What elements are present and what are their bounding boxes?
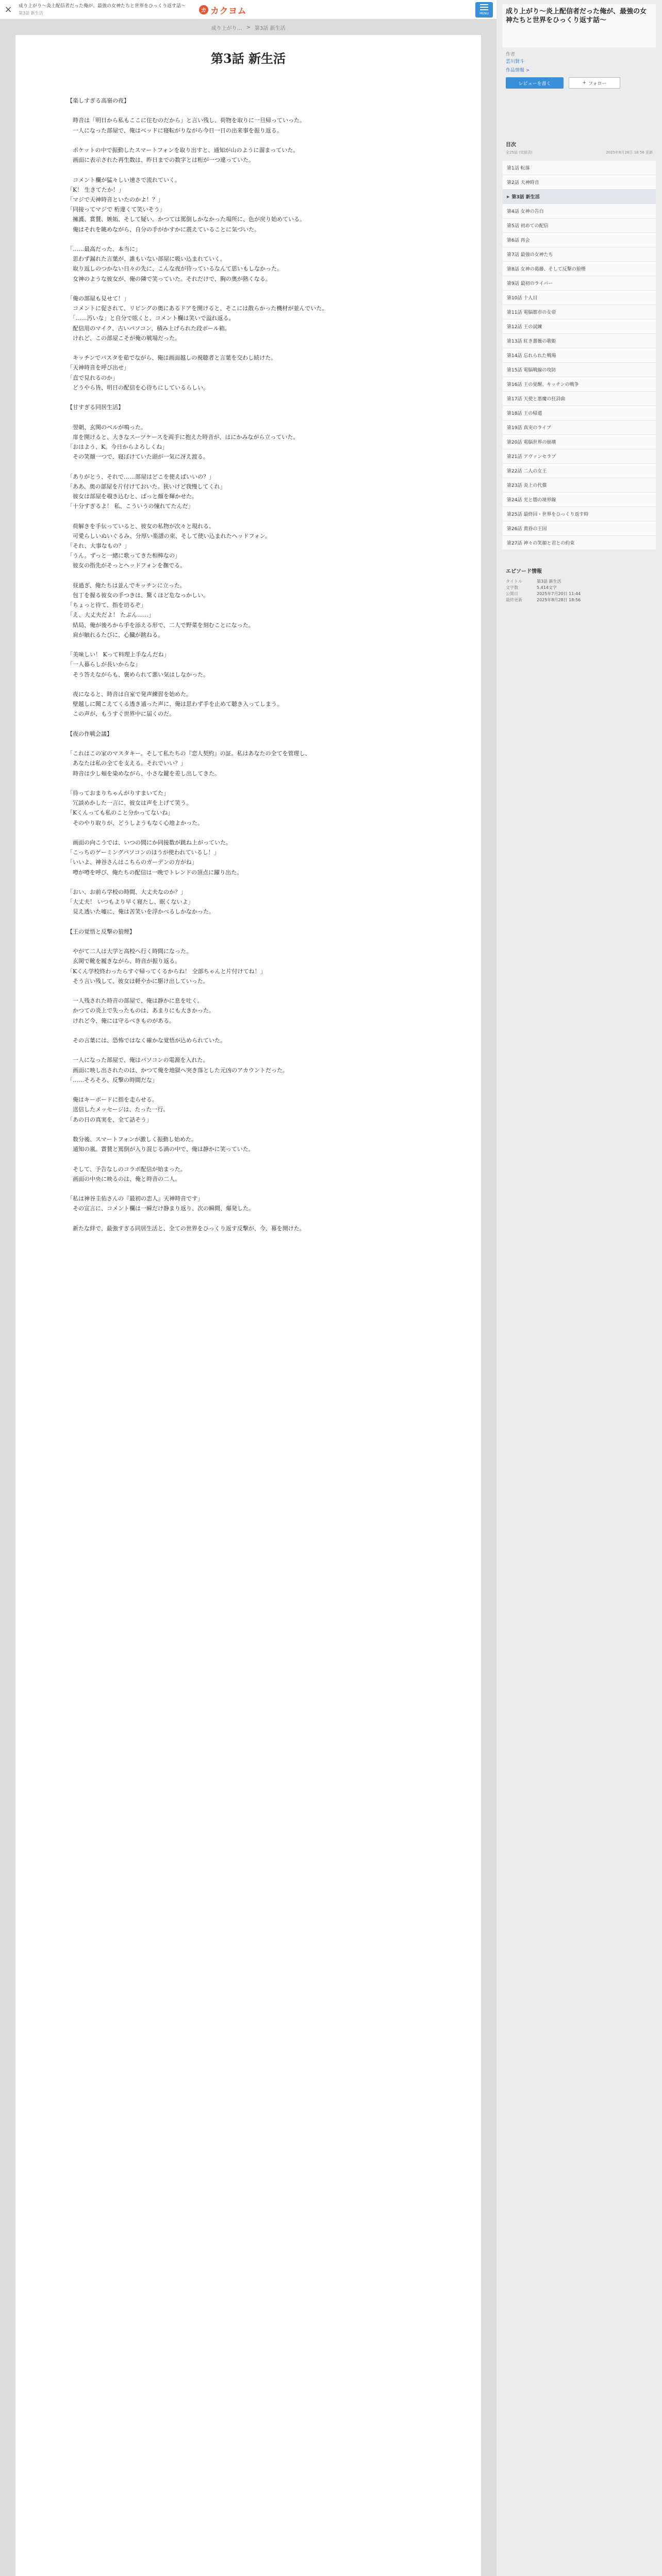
breadcrumb-work-link[interactable]: 成り上がり… [211, 25, 242, 31]
toc-item[interactable] [503, 536, 656, 550]
toc-meta [503, 150, 656, 155]
breadcrumb-separator: > [246, 24, 251, 30]
episode-paragraph [67, 1125, 429, 1134]
hamburger-icon-bar [480, 4, 488, 5]
episode-paragraph: 包丁を握る彼女の手つきは、驚くほど危なっかしい。 [67, 591, 209, 599]
toc-item-label: 第3話 新生活 [511, 195, 540, 200]
episode-paragraph: 【甘すぎる同居生活】 [67, 404, 124, 411]
toc-item[interactable] [503, 218, 656, 233]
episode-paragraph: 壁越しに聞こえてくる透き通った声に、俺は思わず手を止めて聴き入ってしまう。 [67, 701, 283, 708]
toc-episode-count: 全25話 (完結済) [506, 150, 533, 155]
episode-paragraph: 俺はそれを眺めながら、自分の手がかすかに震えていることに気づいた。 [67, 226, 260, 233]
episode-paragraph: 「同接ってマジで 桁違くて笑いそう」 [67, 206, 166, 213]
episode-paragraph: 「一人暮らしが長いからな」 [67, 661, 141, 668]
episode-paragraph: 「待っておまりちゃんがりすまいてた」 [67, 789, 169, 796]
toc-item[interactable] [503, 190, 656, 204]
follow-button-label: フォロー [588, 81, 607, 87]
author-label: 作者 [506, 52, 516, 57]
toc-item[interactable] [503, 493, 656, 507]
toc-item-label: 第4話 女神の告白 [507, 209, 544, 214]
episode-paragraph [67, 1214, 429, 1224]
episode-paragraph: その宣言に、コメント欄は一瞬だけ静まり返り、次の瞬間、爆発した。 [67, 1205, 254, 1212]
episode-paragraph [67, 739, 429, 749]
breadcrumb-episode-link[interactable]: 第3話 新生活 [254, 25, 286, 31]
episode-info-row [503, 591, 656, 597]
episode-paragraph [67, 640, 429, 650]
episode-info-value: 2025年7月20日 11:44 [537, 591, 581, 596]
episode-info-heading: エピソード情報 [506, 569, 542, 574]
toc-item[interactable] [503, 435, 656, 449]
toc-item-label: 第1話 転落 [507, 166, 530, 171]
episode-paragraph [67, 828, 429, 838]
toc-item[interactable] [503, 305, 656, 319]
episode-paragraph: 夜になると、時音は自室で発声練習を始めた。 [67, 690, 192, 698]
toc-header [503, 140, 656, 161]
episode-info-row [503, 597, 656, 603]
episode-paragraph [67, 1154, 429, 1164]
episode-paragraph: 一人残された時音の部屋で、俺は静かに息を吐く。 [67, 997, 203, 1005]
toc-item[interactable] [503, 319, 656, 334]
episode-info-row [503, 585, 656, 591]
episode-paragraph: 「え、大丈夫だよ！ たぶん……」 [67, 612, 155, 619]
episode-paragraph: 「おい、お前ら学校の時間、大丈夫なのか？」 [67, 888, 186, 895]
toc-item[interactable] [503, 449, 656, 464]
menu-label: MENU [479, 12, 489, 15]
episode-paragraph: そして、予告なしのコラボ配信が始まった。 [67, 1165, 186, 1173]
episode-paragraph: 思わず漏れた言葉が、誰もいない部屋に吸い込まれていく。 [67, 256, 226, 263]
episode-paragraph [67, 1184, 429, 1194]
episode-paragraph [67, 917, 429, 927]
sidebar-work-title[interactable]: 成り上がり〜炎上配信者だった俺が、最強の女神たちと世界をひっくり返す話〜 [506, 8, 647, 24]
episode-paragraph: 「……汚いな」と自分で呟くと、コメント欄は笑いで溢れ返る。 [67, 315, 235, 322]
episode-paragraph: 通知の嵐。賞賛と罵倒が入り混じる渦の中で、俺は静かに笑っていた。 [67, 1146, 254, 1153]
episode-paragraph: 配信用のマイク、古いパソコン、積み上げられた段ボール箱。 [67, 325, 230, 332]
episode-paragraph [67, 937, 429, 946]
episode-paragraph: 【王の覚悟と反撃の狼煙】 [67, 928, 135, 935]
toc-item-label: 第21話 アヴァンセラブ [507, 454, 556, 460]
toc-item-label: 第11話 電脳都市の女帝 [507, 310, 556, 315]
logo-text: カクヨム [210, 6, 246, 16]
episode-paragraph [67, 106, 429, 115]
toc-item-label: 第27話 神々の笑顔と君との約束 [507, 541, 575, 546]
episode-paragraph: 噂が噂を呼び、俺たちの配信は一晩でトレンドの頂点に躍り出た。 [67, 869, 243, 876]
episode-paragraph: あなたは私の全てを支える。それでいい？」 [67, 760, 186, 767]
toc-item-label: 第26話 黄昏の王国 [507, 527, 547, 532]
episode-paragraph: 翌朝、玄関のベルが鳴った。 [67, 423, 146, 431]
episode-paragraph: 画面に映し出されたのは、かつて俺を地獄へ突き落とした元凶のアカウントだった。 [67, 1066, 288, 1074]
toc-item-label: 第14話 忘れられた戦場 [507, 353, 556, 359]
episode-info-key: タイトル [506, 579, 522, 584]
toc-item-label: 第5話 初めての配信 [507, 224, 549, 229]
toc-item[interactable] [503, 334, 656, 348]
episode-reading-area [15, 35, 481, 2576]
work-info-link[interactable]: 作品情報 > [506, 68, 530, 73]
episode-paragraph: 可愛らしいぬいぐるみ、分厚い楽譜の束、そして使い込まれたヘッドフォン。 [67, 532, 271, 539]
episode-paragraph: 取り返しのつかない日々の先に、こんな夜が待っているなんて思いもしなかった。 [67, 265, 283, 273]
episode-paragraph: 「俺の部屋も見せて！」 [67, 295, 129, 302]
episode-paragraph: 画面に表示された再生数は、昨日までの数字とは桁が一つ違っていた。 [67, 157, 254, 164]
episode-paragraph: 「ちょっと待て、指を切るぞ」 [67, 602, 146, 609]
episode-paragraph [67, 778, 429, 788]
episode-paragraph [67, 343, 429, 353]
episode-info-list [503, 579, 656, 603]
episode-paragraph [67, 462, 429, 471]
episode-paragraph: 「おはよう、K。今日からよろしくね」 [67, 443, 168, 450]
episode-info-key: 最終更新 [506, 598, 522, 602]
episode-paragraph: 時音は少し頬を染めながら、小さな鍵を差し出してきた。 [67, 770, 220, 777]
episode-paragraph: 【楽しすぎる高嶺の夜】 [67, 97, 129, 104]
episode-paragraph: 「私は神谷圭佑さんの『最初の恋人』天神時音です」 [67, 1195, 203, 1202]
breadcrumb [0, 20, 496, 35]
episode-paragraph [67, 284, 429, 294]
episode-paragraph [67, 571, 429, 581]
toc-item[interactable] [503, 348, 656, 363]
episode-paragraph: ポケットの中で振動したスマートフォンを取り出すと、通知が山のように溜まっていた。 [67, 146, 299, 154]
toc-item[interactable] [503, 521, 656, 536]
toc-item-label: 第6話 再会 [507, 238, 530, 243]
episode-paragraph [67, 1026, 429, 1036]
plus-icon: + [582, 80, 586, 86]
episode-paragraph: かつての炎上で失ったものは、あまりにも大きかった。 [67, 1007, 214, 1014]
episode-paragraph [67, 393, 429, 402]
toc-item-label: 第15話 電脳戦線の攻防 [507, 368, 556, 373]
toc-item[interactable] [503, 478, 656, 493]
logo-mark-icon: カ [199, 5, 208, 14]
write-review-button[interactable]: レビューを書く [506, 77, 564, 89]
work-meta-card [503, 47, 656, 87]
episode-paragraph: 一人になった部屋で、俺はベッドに寝転がりながら今日一日の出来事を振り返る。 [67, 127, 283, 134]
episode-paragraph: コメントに促されて、リビングの奥にあるドアを開けると、そこには散らかった機材が並んでいた。 [67, 305, 328, 312]
toc-item[interactable] [503, 204, 656, 218]
toc-item[interactable] [503, 507, 656, 521]
toc-list [503, 161, 656, 550]
toc-item[interactable] [503, 464, 656, 478]
episode-paragraph [67, 719, 429, 729]
episode-paragraph [67, 234, 429, 244]
episode-info-key: 文字数 [506, 585, 518, 590]
episode-title: 第3話 新生活 [210, 51, 286, 66]
toc-updated: 2025年8月28日 18:56 更新 [606, 150, 653, 155]
toc-item-label: 第12話 王の試練 [507, 325, 542, 330]
menu-button[interactable] [475, 2, 493, 18]
toc-item-label: 第13話 紅き薔薇の歌姫 [507, 339, 556, 344]
toc-item-label: 第2話 天神時音 [507, 180, 539, 185]
toc-item[interactable] [503, 175, 656, 190]
episode-paragraph: 彼女は部屋を覗き込むと、ぱっと顔を輝かせた。 [67, 493, 197, 500]
episode-paragraph [67, 986, 429, 996]
toc-item-label: 第22話 二人の女王 [507, 469, 547, 474]
episode-paragraph: 「美味しい！ Kって料理上手なんだね」 [67, 651, 170, 658]
top-header [0, 0, 496, 20]
toc-item[interactable] [503, 420, 656, 435]
episode-paragraph: そう言い残して、彼女は軽やかに駆け出していった。 [67, 977, 209, 985]
episode-info-card [503, 567, 656, 603]
episode-paragraph: 時音は「明日から私もここに住むのだから」と言い残し、荷物を取りに一旦帰っていった。 [67, 117, 305, 124]
toc-item-label: 第23話 炎上の代償 [507, 483, 547, 488]
episode-paragraph: 擁護、賞賛、嫉妬、そして疑い。かつては罵倒しかなかった場所に、色が戻り始めている。 [67, 216, 305, 223]
toc-item[interactable] [503, 161, 656, 175]
toc-item[interactable] [503, 247, 656, 262]
episode-paragraph: 「ありがとう、それで……部屋はどこを使えばいいの？」 [67, 473, 214, 480]
episode-paragraph: 【夜の作戦会議】 [67, 730, 112, 737]
episode-paragraph: そのやり取りが、どうしようもなく心地よかった。 [67, 819, 203, 826]
episode-paragraph: 荷解きを手伝っていると、彼女の私物が次々と現れる。 [67, 522, 214, 530]
episode-paragraph: 「ああ、奥の部屋を片付けておいた。狭いけど我慢してくれ」 [67, 483, 226, 490]
toc-item[interactable] [503, 406, 656, 420]
episode-paragraph: 送信したメッセージは、たった一行。 [67, 1106, 169, 1113]
episode-paragraph: コメント欄が猛々しい速さで流れていく。 [67, 176, 180, 183]
hamburger-icon-bar [480, 7, 488, 8]
episode-paragraph: 「K！ 生きてたか！」 [67, 186, 124, 193]
follow-button[interactable] [569, 77, 620, 89]
episode-paragraph: 「直で見れるのか」 [67, 374, 118, 381]
episode-body [15, 76, 481, 1233]
episode-info-key: 公開日 [506, 591, 518, 596]
episode-paragraph: 俺はキーボードに指を走らせる。 [67, 1096, 158, 1104]
episode-paragraph: この声が、もうすぐ世界中に届くのだ。 [67, 710, 175, 718]
toc-item-label: 第25話 最終回・世界をひっくり返す時 [507, 512, 589, 517]
toc-item-label: 第10話 十人目 [507, 296, 538, 301]
episode-info-row [503, 579, 656, 585]
sidebar [496, 0, 662, 2576]
episode-paragraph: 「あの日の真実を、全て話そう」 [67, 1116, 152, 1123]
episode-paragraph: 新たな絆で、最強すぎる同居生活と、全ての世界をひっくり返す反撃が、今、幕を開けた。 [67, 1225, 305, 1232]
episode-paragraph: 「大丈夫！ いつもより早く寝たし、眠くないよ」 [67, 899, 194, 906]
episode-paragraph: 数分後、スマートフォンが激しく振動し始めた。 [67, 1136, 197, 1143]
toc-item-label: 第16話 王の覚醒、キッチンの戦争 [507, 382, 579, 387]
episode-paragraph: 「天神時音を呼び出せ」 [67, 364, 129, 371]
episode-paragraph [67, 135, 429, 145]
episode-paragraph: 扉を開けると、大きなスーツケースを両手に抱えた時音が、はにかみながら立っていた。 [67, 433, 299, 440]
episode-paragraph: 肩が触れるたびに、心臓が跳ねる。 [67, 631, 163, 638]
episode-paragraph [67, 877, 429, 887]
episode-info-value: 2025年8月28日 18:56 [537, 598, 581, 602]
episode-paragraph: 一人になった部屋で、俺はパソコンの電源を入れた。 [67, 1057, 209, 1064]
episode-paragraph: 女神のような彼女が、俺の隣で笑っていた。それだけで、胸の奥が熱くなる。 [67, 275, 271, 282]
site-logo[interactable] [199, 4, 246, 15]
toc-item[interactable] [503, 291, 656, 305]
close-icon[interactable]: × [4, 4, 12, 15]
episode-paragraph [67, 1045, 429, 1055]
episode-paragraph: 「……最高だった、本当に」 [67, 245, 141, 252]
episode-paragraph: 結局、俺が後ろから手を添える形で、二人で野菜を刻むことになった。 [67, 621, 254, 629]
toc-item-label: 第18話 王の帰還 [507, 411, 542, 416]
episode-paragraph: やがて二人は大学と高校へ行く時間になった。 [67, 948, 192, 955]
episode-info-value: 第3話 新生活 [537, 579, 561, 584]
toc-item[interactable] [503, 392, 656, 406]
episode-paragraph: 「それ、大事なもの？」 [67, 542, 130, 549]
work-info-card [503, 4, 656, 47]
episode-paragraph: 「十分すぎるよ！ 私、こういうの憧れてたんだ」 [67, 503, 194, 510]
episode-paragraph: どうやら皆、明日の配信を心待ちにしているらしい。 [67, 384, 209, 391]
episode-paragraph: 画面の向こうでは、いつの間にか同接数が跳ね上がっていた。 [67, 839, 231, 846]
toc-item-label: 第8話 女神の葛藤、そして反撃の狼煙 [507, 267, 586, 272]
toc-item[interactable] [503, 377, 656, 392]
toc-item-label: 第9話 最初のライバー [507, 281, 553, 286]
episode-paragraph: その笑顔一つで、寝ぼけていた頭が一気に冴え渡る。 [67, 453, 209, 461]
toc-item-label: 第17話 天使と悪魔の狂詩曲 [507, 397, 566, 402]
toc-item-label: 第20話 電脳世界の崩壊 [507, 440, 556, 445]
episode-paragraph [67, 412, 429, 422]
episode-paragraph [67, 165, 429, 175]
episode-paragraph: 見え透いた嘘に、俺は苦笑いを浮かべるしかなかった。 [67, 908, 214, 916]
episode-info-value: 5,414文字 [537, 585, 557, 590]
episode-paragraph [67, 1085, 429, 1095]
toc-item[interactable] [503, 262, 656, 276]
episode-paragraph: けれど、この部屋こそが俺の戦場だった。 [67, 334, 180, 342]
toc-item[interactable] [503, 363, 656, 377]
toc-item-label: 第19話 真実のライブ [507, 426, 551, 431]
episode-paragraph [67, 680, 429, 689]
episode-paragraph: 「マジで天神時音といたのかよ！？」 [67, 196, 163, 203]
episode-paragraph [67, 511, 429, 521]
toc-item-label: 第7話 最強の女神たち [507, 252, 553, 258]
episode-paragraph: けれど今、俺には守るべきものがある。 [67, 1017, 175, 1024]
episode-paragraph: 画面の中央に映るのは、俺と時音の二人。 [67, 1175, 180, 1182]
episode-paragraph: その言葉には、恐怖ではなく確かな覚悟が込められていた。 [67, 1037, 226, 1044]
episode-paragraph: そう答えながらも、褒められて悪い気はしなかった。 [67, 671, 209, 678]
toc-item[interactable] [503, 233, 656, 247]
hamburger-icon-bar [480, 9, 488, 10]
episode-paragraph: 「いいよ、神谷さんはこちらのガーデンの方がね」 [67, 859, 197, 866]
episode-paragraph: 冗談めかした一言に、彼女は声を上げて笑う。 [67, 800, 192, 807]
toc-item-label: 第24話 光と闇の境界線 [507, 498, 556, 503]
episode-paragraph: 「Kくん学校終わったらすぐ帰ってくるからね！ 全部ちゃんと片付けてね！」 [67, 968, 266, 975]
table-of-contents [503, 161, 656, 550]
author-name-link[interactable]: 雲川賢斗 [506, 59, 525, 64]
header-work-title[interactable]: 成り上がり〜炎上配信者だった俺が、最強の女神たちと世界をひっくり返す話〜 [19, 4, 186, 9]
episode-paragraph: 「これはこの家のマスタキー。そして私たちの『恋人契約』の証。私はあなたの全てを管理し、 [67, 750, 311, 757]
episode-paragraph: キッチンでパスタを茹でながら、俺は画面越しの視聴者と言葉を交わし続けた。 [67, 354, 277, 362]
toc-item[interactable] [503, 276, 656, 291]
episode-paragraph: 「うん。ずっと一緒に歌ってきた相棒なの」 [67, 552, 180, 560]
episode-paragraph: 「……そろそろ、反撃の時間だな」 [67, 1076, 158, 1083]
sidebar-action-buttons [503, 73, 656, 89]
episode-paragraph: 彼女の指先がそっとヘッドフォンを撫でる。 [67, 562, 186, 569]
episode-paragraph: 玄関で靴を履きながら、時音が振り返る。 [67, 958, 180, 965]
current-caret-icon: ▶ [507, 194, 510, 199]
episode-paragraph: 「こっちのゲーミングパソコンのほうが使われているし！」 [67, 849, 220, 856]
header-episode-title: 第3話 新生活 [19, 11, 43, 15]
episode-paragraph: 昼過ぎ、俺たちは並んでキッチンに立った。 [67, 582, 186, 589]
episode-paragraph: 「Kくんっても私のこと分かってないね」 [67, 809, 174, 817]
toc-heading: 目次 [506, 142, 516, 148]
